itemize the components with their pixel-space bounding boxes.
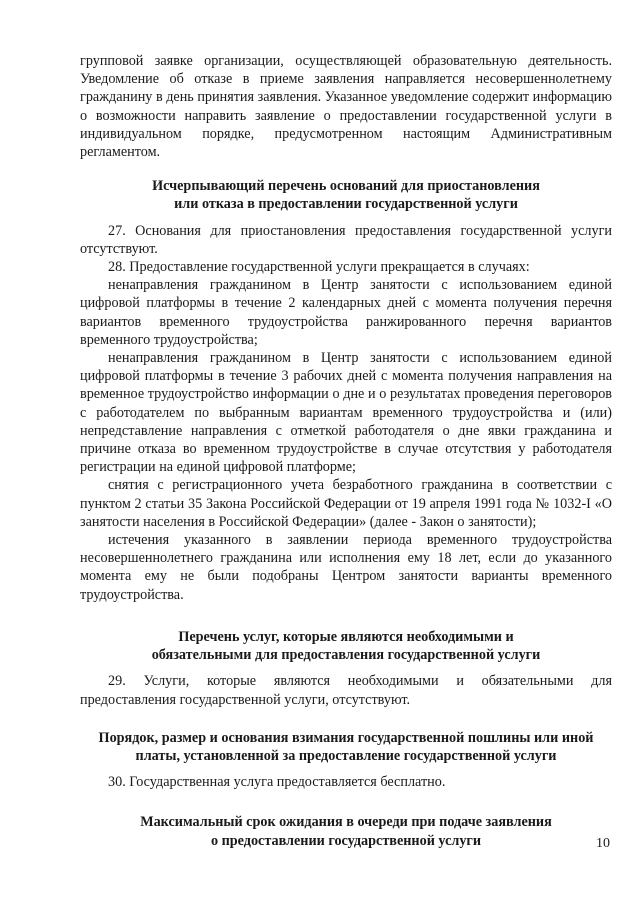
list-item-2: ненаправления гражданином в Центр занятости с использованием единой цифровой платформы в течение 3 рабочих дней с момента получения направления на временное трудоустройство информации о дне и о результатах проведения переговоров с работодателем по выбранным вариантам временного трудоустройства и (или) непредставление направления с отметкой работодателя о дне явки гражданина и причине отказа во временном трудоустройстве в случае отсутствия у работодателя регистрации на единой цифровой платформе; [80, 350, 612, 476]
section-heading-fee [80, 729, 612, 765]
list-item-4: истечения указанного в заявлении периода временного трудоустройства несовершеннолетнего гражданина или исполнения ему 18 лет, если до указанного момента ему не были подобраны Центром занятости варианты временного трудоустройства. [80, 532, 612, 603]
paragraph-refusal-notice: групповой заявке организации, осуществляющей образовательную деятельность. Уведомление об отказе в приеме заявления направляется несовершеннолетнему гражданину в день принятия заявления. Указанное уведомление содержит информацию о возможности направить заявление о предоставлении государственной услуги в индивидуальном порядке, предусмотренном настоящим Административным регламентом. [80, 53, 612, 161]
paragraph-30: 30. Государственная услуга предоставляется бесплатно. [108, 774, 446, 791]
list-item-3: снятия с регистрационного учета безработного гражданина в соответствии с пунктом 2 статьи 35 Закона Российской Федерации от 19 апреля 1991 года № 1032-I «О занятости населения в Российской Федерации» (далее - Закон о занятости); [80, 477, 612, 530]
heading-line: Перечень услуг, которые являются необходимыми и [178, 628, 514, 645]
heading-line: Максимальный срок ожидания в очереди при подаче заявления [140, 814, 552, 831]
paragraph-28: 28. Предоставление государственной услуги прекращается в случаях: [108, 259, 530, 276]
section-heading-waiting-time [80, 813, 612, 849]
heading-line: платы, установленной за предоставление государственной услуги [135, 747, 557, 764]
page-number: 10 [596, 836, 610, 851]
heading-line: Исчерпывающий перечень оснований для приостановления [152, 178, 540, 195]
heading-line: о предоставлении государственной услуги [210, 832, 482, 849]
paragraph-27: 27. Основания для приостановления предоставления государственной услуги отсутствуют. [80, 222, 612, 257]
list-item-1: ненаправления гражданином в Центр занятости с использованием единой цифровой платформы в течение 2 календарных дней с момента получения перечня вариантов временного трудоустройства ранжированного перечня вариантов временного трудоустройства; [80, 277, 612, 348]
heading-line: или отказа в предоставлении государственной услуги [174, 196, 518, 213]
heading-line: обязательными для предоставления государственной услуги [151, 647, 541, 664]
section-heading-suspension [80, 177, 612, 213]
paragraph-29: 29. Услуги, которые являются необходимыми и обязательными для предоставления государственной услуги, отсутствуют. [80, 673, 612, 708]
section-heading-required-services [80, 628, 612, 664]
document-page [80, 52, 612, 850]
heading-line: Порядок, размер и основания взимания государственной пошлины или иной [98, 729, 594, 746]
